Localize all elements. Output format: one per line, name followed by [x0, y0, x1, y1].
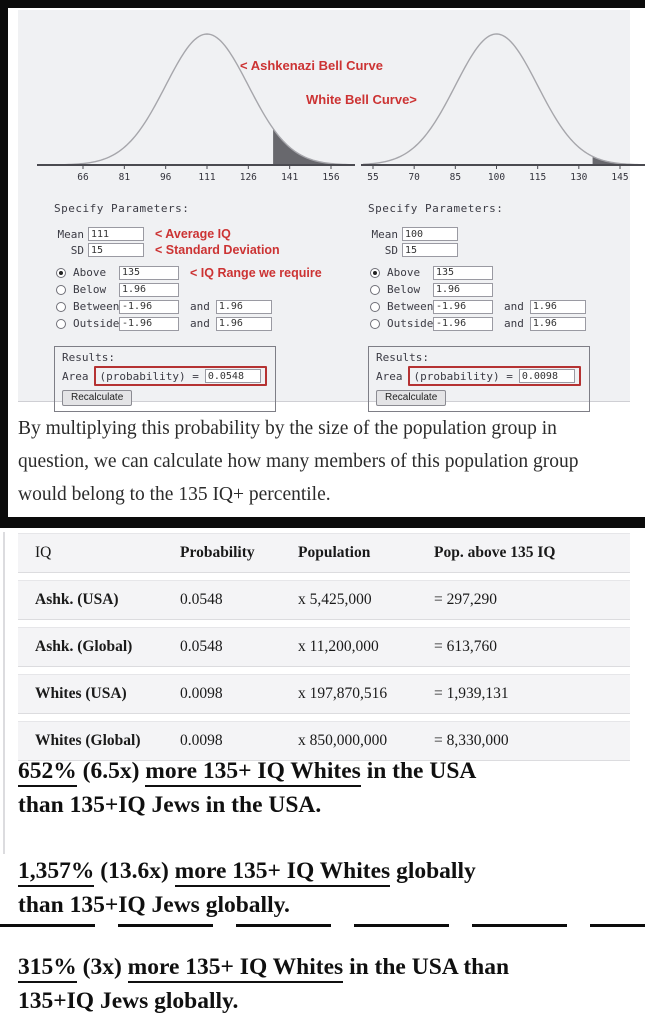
statement-line [18, 788, 618, 822]
radio-outside-left[interactable] [56, 319, 66, 329]
option-label: Between [73, 300, 120, 313]
between-value2-input-left[interactable] [216, 300, 272, 314]
axis-tick-label: 111 [198, 172, 216, 183]
ashkenazi-curve-label: < Ashkenazi Bell Curve [240, 58, 383, 73]
stitch-artifact-line [0, 924, 645, 927]
statement-global [18, 854, 618, 922]
recalculate-button-right[interactable]: Recalculate [376, 390, 446, 406]
probability-label: (probability) = [99, 369, 199, 383]
option-label: Above [73, 266, 107, 279]
plain-text: in the USA [360, 758, 477, 784]
results-box-left [54, 346, 276, 412]
axis-tick-label: 55 [367, 172, 379, 183]
calculator-panel [18, 10, 630, 402]
and-label: and [190, 317, 210, 330]
below-value-input-left[interactable] [119, 283, 179, 297]
underlined-text: more 135+ IQ Whites [175, 858, 391, 887]
results-title: Results: [376, 351, 429, 364]
option-row-outside [368, 315, 586, 332]
population-table [18, 533, 630, 768]
row-label: Whites (Global) [35, 732, 141, 749]
option-label: Outside [387, 317, 434, 330]
param-row-mean [368, 226, 458, 242]
cell-value: = 8,330,000 [434, 732, 509, 749]
left-border-bar [0, 0, 8, 520]
outside-value-input-left[interactable] [119, 317, 179, 331]
axis-tick-label: 70 [408, 172, 420, 183]
form-title: Specify Parameters: [368, 202, 504, 215]
probability-result-left[interactable] [205, 369, 261, 383]
option-row-between [368, 298, 586, 315]
mean-input-right[interactable] [402, 227, 458, 241]
left-edge-line [3, 532, 5, 854]
option-row-below [368, 281, 586, 298]
option-row-above [54, 264, 322, 281]
cell-value: = 1,939,131 [434, 685, 509, 702]
statement-usa [18, 754, 618, 822]
results-box-right [368, 346, 590, 412]
between-value2-input-right[interactable] [530, 300, 586, 314]
statement-line [18, 854, 618, 888]
option-label: Outside [73, 317, 120, 330]
recalculate-button-left[interactable]: Recalculate [62, 390, 132, 406]
radio-below-right[interactable] [370, 285, 380, 295]
range-options [368, 264, 586, 332]
and-label: and [504, 300, 524, 313]
area-label: Area [376, 369, 403, 383]
axis-tick-label: 100 [487, 172, 506, 183]
top-border-bar [0, 0, 645, 8]
column-header: Population [298, 544, 371, 561]
sd-input-right[interactable] [402, 243, 458, 257]
param-row-sd [368, 242, 458, 258]
radio-outside-right[interactable] [370, 319, 380, 329]
cell-value: x 850,000,000 [298, 732, 388, 749]
option-row-above [368, 264, 586, 281]
cell-value: = 613,760 [434, 638, 497, 655]
axis-tick-label: 130 [570, 172, 588, 183]
option-label: Between [387, 300, 434, 313]
outside-value-input-right[interactable] [433, 317, 493, 331]
radio-between-right[interactable] [370, 302, 380, 312]
param-row-mean [54, 226, 280, 242]
plain-text: in the USA than [343, 954, 510, 980]
plain-text: (13.6x) [94, 858, 175, 884]
table-row [18, 627, 630, 667]
table-header-row [18, 533, 630, 573]
and-label: and [190, 300, 210, 313]
column-header: Pop. above 135 IQ [434, 544, 556, 561]
below-value-input-right[interactable] [433, 283, 493, 297]
param-label: SD [384, 243, 398, 257]
row-label: Whites (USA) [35, 685, 127, 702]
radio-below-left[interactable] [56, 285, 66, 295]
outside-value2-input-right[interactable] [530, 317, 586, 331]
table-row [18, 674, 630, 714]
underlined-text: 1,357% [18, 858, 94, 887]
probability-highlight-box [408, 366, 581, 386]
axis-tick-label: 156 [322, 172, 340, 183]
axis-tick-label: 115 [529, 172, 547, 183]
annotation-sd: < Standard Deviation [155, 243, 280, 257]
body-paragraph: By multiplying this probability by the size of the population group in question, we can calculate how many members of this population group would belong to the 135 IQ+ percentile. [18, 418, 579, 505]
statement-usa-vs-global [18, 950, 618, 1018]
range-options [54, 264, 322, 332]
cell-value: x 197,870,516 [298, 685, 388, 702]
section-divider-bar [0, 517, 645, 528]
param-label: Mean [371, 227, 398, 241]
between-value-input-right[interactable] [433, 300, 493, 314]
axis-tick-label: 81 [118, 172, 131, 183]
results-area-line [62, 366, 267, 386]
probability-highlight-box [94, 366, 267, 386]
column-header: Probability [180, 544, 255, 561]
area-label: Area [62, 369, 89, 383]
above-value-input-left[interactable] [119, 266, 179, 280]
statement-line [18, 950, 618, 984]
axis-tick-label: 141 [281, 172, 299, 183]
row-label: Ashk. (USA) [35, 591, 119, 608]
cell-value: 0.0548 [180, 591, 223, 608]
axis-tick-label: 85 [449, 172, 462, 183]
results-title: Results: [62, 351, 115, 364]
plain-text: than 135+IQ Jews in the USA. [18, 792, 322, 818]
param-rows [54, 226, 280, 258]
probability-result-right[interactable] [519, 369, 575, 383]
sd-input-left[interactable] [88, 243, 144, 257]
and-label: and [504, 317, 524, 330]
option-row-outside [54, 315, 322, 332]
option-label: Above [387, 266, 421, 279]
option-row-below [54, 281, 322, 298]
annotation-mean: < Average IQ [155, 227, 231, 241]
white-curve-label: White Bell Curve> [306, 92, 417, 107]
cell-value: 0.0548 [180, 638, 223, 655]
cell-value: x 11,200,000 [298, 638, 379, 655]
param-label: Mean [57, 227, 84, 241]
option-label: Below [387, 283, 421, 296]
annotation-iq-range: < IQ Range we require [190, 265, 322, 280]
cell-value: 0.0098 [180, 732, 223, 749]
statement-line [18, 888, 618, 922]
statement-line [18, 984, 618, 1018]
underlined-text: more 135+ IQ Whites [145, 758, 361, 787]
above-value-input-right[interactable] [433, 266, 493, 280]
plain-text: 135+IQ Jews globally. [18, 988, 239, 1014]
param-row-sd [54, 242, 280, 258]
radio-above-left[interactable] [56, 268, 66, 278]
axis-tick-label: 145 [611, 172, 629, 183]
option-label: Below [73, 283, 107, 296]
cell-value: 0.0098 [180, 685, 223, 702]
radio-above-right[interactable] [370, 268, 380, 278]
form-title: Specify Parameters: [54, 202, 190, 215]
param-rows [368, 226, 458, 258]
row-label: Ashk. (Global) [35, 638, 133, 655]
radio-between-left[interactable] [56, 302, 66, 312]
outside-value2-input-left[interactable] [216, 317, 272, 331]
between-value-input-left[interactable] [119, 300, 179, 314]
plain-text: than 135+IQ Jews globally. [18, 892, 290, 918]
param-label: SD [70, 243, 84, 257]
plain-text: (6.5x) [76, 758, 146, 784]
column-header: IQ [35, 544, 52, 561]
table-row [18, 580, 630, 620]
results-area-line [376, 366, 581, 386]
underlined-text: 315% [18, 954, 77, 983]
mean-input-left[interactable] [88, 227, 144, 241]
axis-tick-label: 126 [239, 172, 257, 183]
underlined-text: more 135+ IQ Whites [128, 954, 344, 983]
cell-value: = 297,290 [434, 591, 497, 608]
underlined-text: 652% [18, 758, 77, 787]
axis-tick-label: 66 [77, 172, 89, 183]
plain-text: (3x) [76, 954, 128, 980]
probability-label: (probability) = [413, 369, 513, 383]
statement-line [18, 754, 618, 788]
plain-text: globally [390, 858, 476, 884]
axis-tick-label: 96 [159, 172, 172, 183]
cell-value: x 5,425,000 [298, 591, 372, 608]
option-row-between [54, 298, 322, 315]
